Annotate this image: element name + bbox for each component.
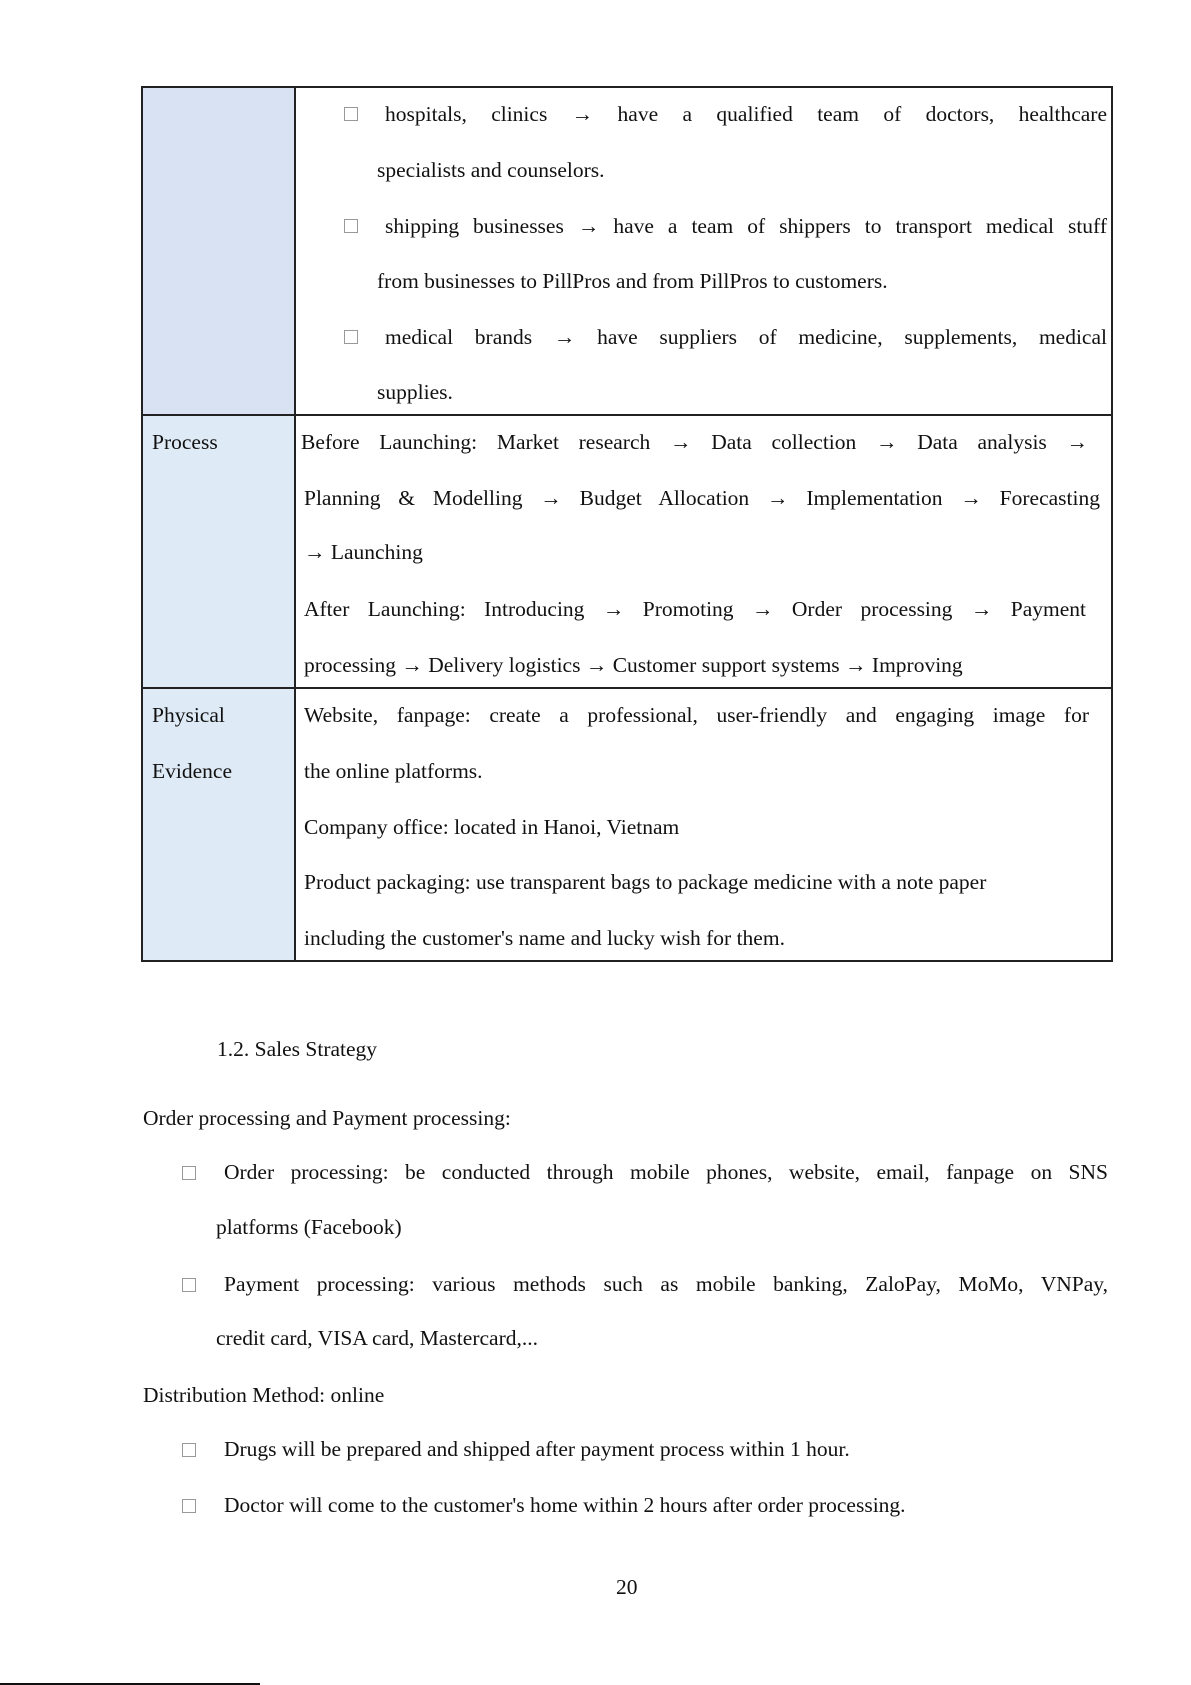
table-text: supplies. bbox=[377, 380, 453, 404]
page-number: 20 bbox=[616, 1575, 638, 1599]
body-text: Order processing: be conducted through mobile phones, website, email, fanpage on SNS bbox=[224, 1160, 1108, 1184]
table-text: Planning & Modelling → Budget Allocation → Implementation → Forecasting bbox=[304, 486, 1100, 510]
table-label-cell-physical bbox=[141, 687, 296, 962]
table-label-cell-1 bbox=[141, 86, 296, 416]
table-text: Product packaging: use transparent bags to package medicine with a note paper bbox=[304, 870, 987, 894]
distribution-heading: Distribution Method: online bbox=[143, 1383, 385, 1407]
body-text: Payment processing: various methods such as mobile banking, ZaloPay, MoMo, VNPay, bbox=[224, 1272, 1108, 1296]
body-text: Drugs will be prepared and shipped after payment process within 1 hour. bbox=[224, 1437, 850, 1461]
table-text: the online platforms. bbox=[304, 759, 483, 783]
body-text: platforms (Facebook) bbox=[216, 1215, 402, 1239]
table-text: from businesses to PillPros and from PillPros to customers. bbox=[377, 269, 888, 293]
table-text: Before Launching: Market research → Data collection → Data analysis → bbox=[301, 430, 1088, 454]
table-text: Company office: located in Hanoi, Vietnam bbox=[304, 815, 680, 839]
checkbox-bullet-icon bbox=[344, 330, 358, 344]
table-text: specialists and counselors. bbox=[377, 158, 605, 182]
table-text: processing → Delivery logistics → Customer support systems → Improving bbox=[304, 653, 963, 677]
order-heading: Order processing and Payment processing: bbox=[143, 1106, 511, 1130]
checkbox-bullet-icon bbox=[182, 1499, 196, 1513]
body-text: credit card, VISA card, Mastercard,... bbox=[216, 1326, 538, 1350]
table-content-cell-1 bbox=[294, 86, 1113, 416]
checkbox-bullet-icon bbox=[344, 219, 358, 233]
section-heading: 1.2. Sales Strategy bbox=[217, 1037, 378, 1061]
checkbox-bullet-icon bbox=[182, 1166, 196, 1180]
table-text: After Launching: Introducing → Promoting → Order processing → Payment bbox=[304, 597, 1086, 621]
table-text: → Launching bbox=[304, 540, 423, 564]
table-text: Website, fanpage: create a professional, user-friendly and engaging image for bbox=[304, 703, 1089, 727]
physical-label: Physical bbox=[152, 703, 225, 727]
table-text: shipping businesses → have a team of shippers to transport medical stuff bbox=[385, 214, 1107, 238]
checkbox-bullet-icon bbox=[344, 107, 358, 121]
body-text: Doctor will come to the customer's home within 2 hours after order processing. bbox=[224, 1493, 906, 1517]
physical-label: Evidence bbox=[152, 759, 232, 783]
table-text: including the customer's name and lucky wish for them. bbox=[304, 926, 785, 950]
process-label: Process bbox=[152, 430, 218, 454]
table-text: medical brands → have suppliers of medicine, supplements, medical bbox=[385, 325, 1107, 349]
checkbox-bullet-icon bbox=[182, 1278, 196, 1292]
table-label-cell-process bbox=[141, 414, 296, 689]
table-text: hospitals, clinics → have a qualified team of doctors, healthcare bbox=[385, 102, 1107, 126]
checkbox-bullet-icon bbox=[182, 1443, 196, 1457]
